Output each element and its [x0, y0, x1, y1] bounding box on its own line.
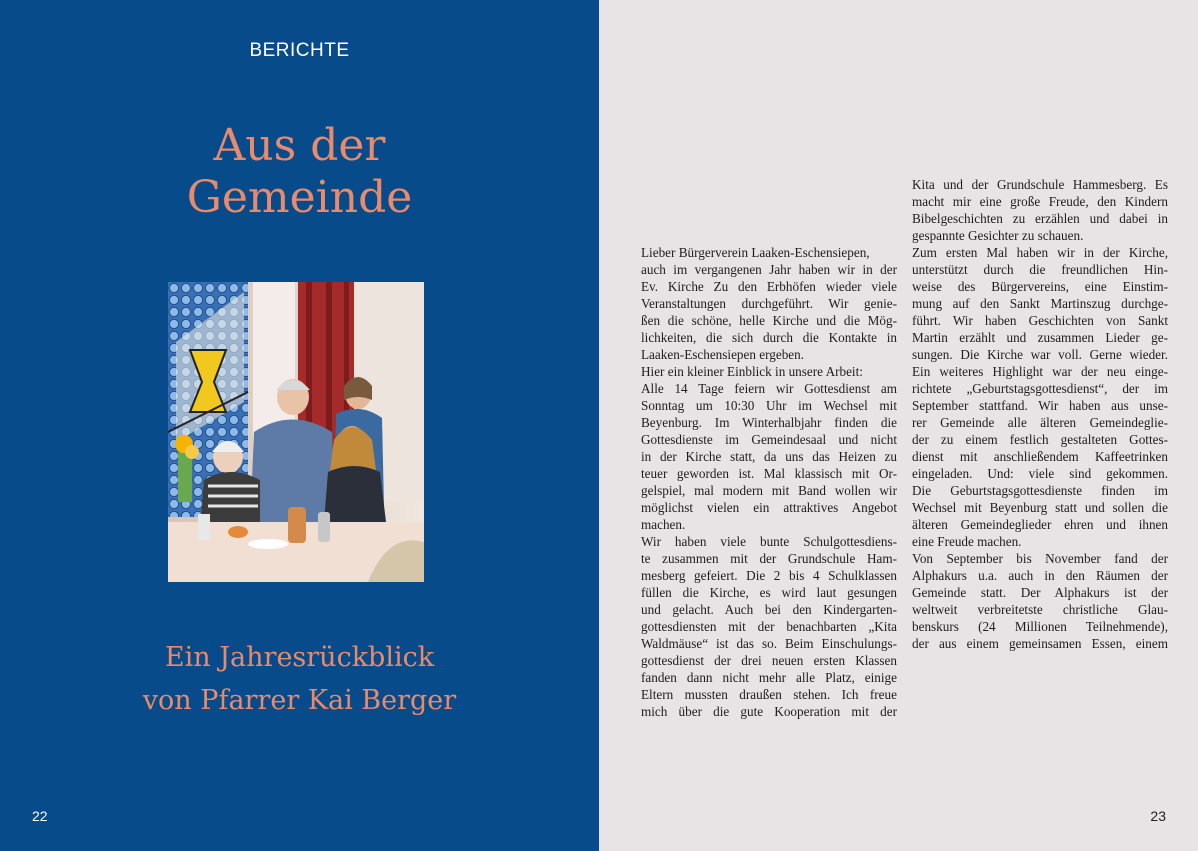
- body-text-line: eingeladen. Und: viele sind gekommen.: [912, 466, 1168, 481]
- body-text-line: Veranstaltungen durchgeführt. Wir genie-: [641, 296, 897, 311]
- body-text-line: Wir haben viele bunte Schulgottesdiens-: [641, 534, 897, 549]
- body-text-line: Von September bis November fand der: [912, 551, 1168, 566]
- section-label: BERICHTE: [249, 40, 350, 61]
- body-text-line: lichkeiten, die sich durch die Kontakte in: [641, 330, 897, 345]
- body-text-line: mung auf den Sankt Martinszug durchge-: [912, 296, 1168, 311]
- body-text-line: gottesdienst der drei neuen ersten Klassen: [641, 653, 897, 668]
- body-text-line: älteren Gemeindeglieder ehren und ihnen: [912, 517, 1168, 532]
- body-text-line: sungen. Die Kirche war voll. Gerne wieder.: [912, 347, 1168, 362]
- body-text-line: Ev. Kirche Zu den Erbhöfen wieder viele: [641, 279, 897, 294]
- page-title: [0, 120, 599, 224]
- body-text-line: mich über die gute Kooperation mit der: [641, 704, 897, 719]
- body-text-line: dienst mit anschließendem Kaffeetrinken: [912, 449, 1168, 464]
- body-text-line: auch im vergangenen Jahr haben wir in der: [641, 262, 897, 277]
- body-text-line: Ein weiteres Highlight war der neu einge-: [912, 364, 1168, 379]
- page-subtitle: [0, 636, 599, 722]
- body-text-line: September stattfand. Wir haben aus unse-: [912, 398, 1168, 413]
- body-text-line: te zusammen mit der Grundschule Ham-: [641, 551, 897, 566]
- page-number-right: 23: [1150, 808, 1166, 824]
- body-text-line: Lieber Bürgerverein Laaken-Eschensiepen,: [641, 245, 870, 260]
- body-text-line: Sonntag um 10:30 Uhr im Wechsel mit: [641, 398, 897, 413]
- body-text-line: Wechsel mit Beyenburg statt und sollen die: [912, 500, 1168, 515]
- body-text-line: Eltern mussten draußen stehen. Ich freue: [641, 687, 897, 702]
- body-text-line: möglichst vielen ein attraktives Angebot: [641, 500, 897, 515]
- body-text-line: teuer geworden ist. Mal klassisch mit Or-: [641, 466, 897, 481]
- body-text-line: Alle 14 Tage feiern wir Gottesdienst am: [641, 381, 897, 396]
- body-text-line: in der Kirche statt, da uns das Heizen zu: [641, 449, 897, 464]
- body-text-line: eine Freude machen.: [912, 534, 1022, 549]
- subtitle-line-2: von Pfarrer Kai Berger: [142, 685, 457, 716]
- body-text-line: weltweit verbreitetste christliche Glau-: [912, 602, 1168, 617]
- text-column-1: [641, 244, 897, 720]
- body-text-line: gelspiel, mal modern mit Band wollen wir: [641, 483, 897, 498]
- title-line-1: Aus der: [213, 120, 386, 171]
- body-text-line: macht mir eine große Freude, den Kindern: [912, 194, 1168, 209]
- title-line-2: Gemeinde: [186, 172, 413, 223]
- body-text-line: machen.: [641, 517, 686, 532]
- subtitle-line-1: Ein Jahresrückblick: [164, 642, 435, 673]
- body-text-line: Hier ein kleiner Einblick in unsere Arbeit:: [641, 364, 863, 379]
- photo-church-gathering-icon: [168, 282, 424, 582]
- body-text-line: unterstützt durch die freundlichen Hin-: [912, 262, 1168, 277]
- body-text-line: der aus einem gemeinsamen Essen, einem: [912, 636, 1168, 651]
- body-text-line: Beyenburg. Im Winterhalbjahr finden die: [641, 415, 897, 430]
- body-text-line: Kita und der Grundschule Hammesberg. Es: [912, 177, 1168, 192]
- text-column-2: [912, 176, 1168, 652]
- body-text-line: weise des Bürgervereins, eine Einstim-: [912, 279, 1168, 294]
- body-text-line: der zu einem festlich gestalteten Gottes-: [912, 432, 1168, 447]
- body-text-line: Zum ersten Mal haben wir in der Kirche,: [912, 245, 1168, 260]
- page-number-left: 22: [32, 808, 48, 824]
- body-text-line: Laaken-Eschensiepen ergeben.: [641, 347, 805, 362]
- body-text-line: fanden dann nicht mehr alle Platz, einige: [641, 670, 897, 685]
- body-text-line: Waldmäuse“ ist das so. Beim Einschulungs-: [641, 636, 897, 651]
- body-text-line: Martin erzählt und zusammen Lieder ge-: [912, 330, 1168, 345]
- body-text-line: Die Geburtstagsgottesdienste finden im: [912, 483, 1168, 498]
- body-text-line: Bibelgeschichten zu erzählen und dabei in: [912, 211, 1168, 226]
- body-text-line: füllen die Kirche, es wird laut gesungen: [641, 585, 897, 600]
- body-text-line: mesberg gefeiert. Die 2 bis 4 Schulklassen: [641, 568, 897, 583]
- body-text-line: Alphakurs u.a. auch in den Räumen der: [912, 568, 1168, 583]
- right-page: [599, 0, 1198, 851]
- article-photo: [168, 282, 424, 582]
- body-text-line: ßen die schöne, helle Kirche und die Mög-: [641, 313, 897, 328]
- body-text-line: Gemeinde statt. Der Alphakurs ist der: [912, 585, 1168, 600]
- body-text-line: führt. Wir haben Geschichten von Sankt: [912, 313, 1168, 328]
- body-text-line: richtete „Geburtstagsgottesdienst“, der im: [912, 381, 1168, 396]
- body-text-line: rer Gemeinde alle älteren Gemeindeglie-: [912, 415, 1168, 430]
- body-text-line: Gottesdienste im Gemeindesaal und nicht: [641, 432, 897, 447]
- body-text-line: benskurs (24 Millionen Teilnehmende),: [912, 619, 1168, 634]
- body-text-line: gottesdiensten mit der benachbarten „Kita: [641, 619, 897, 634]
- body-text-line: gespannte Gesichter zu schauen.: [912, 228, 1084, 243]
- body-text-line: und gelacht. Auch bei den Kindergarten-: [641, 602, 897, 617]
